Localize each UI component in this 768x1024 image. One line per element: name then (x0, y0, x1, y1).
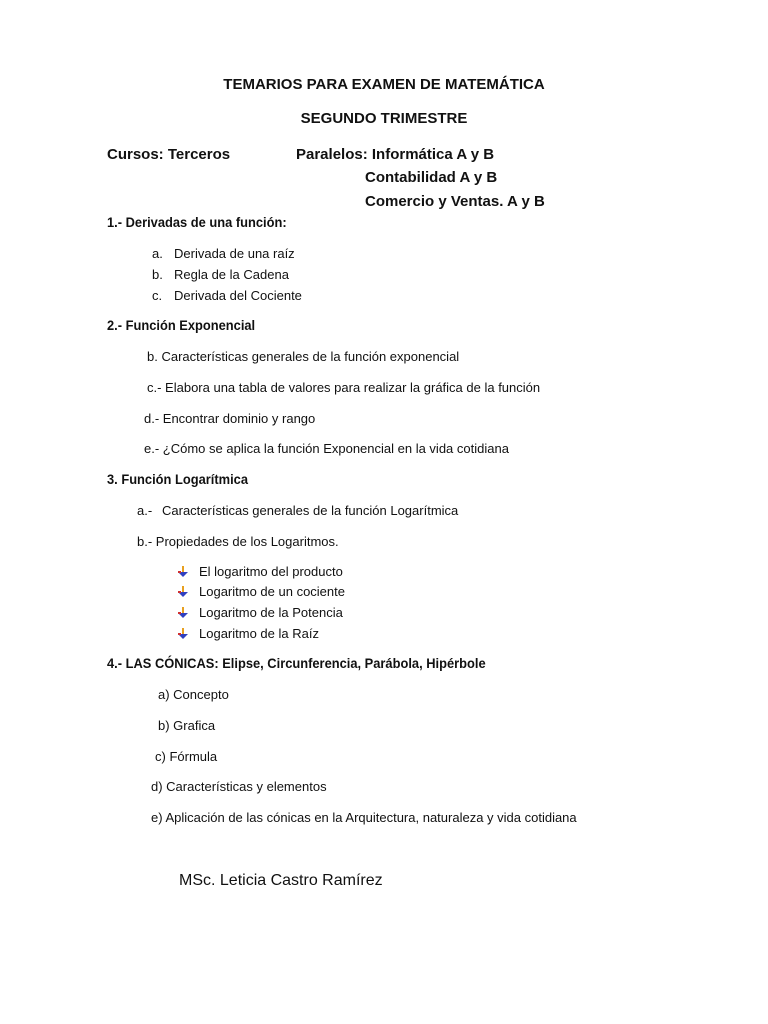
document-title: TEMARIOS PARA EXAMEN DE MATEMÁTICA (223, 76, 545, 93)
parallels-line-2: Contabilidad A y B (365, 169, 498, 186)
list-item: Derivada de una raíz (174, 246, 295, 261)
bullet-item: Logaritmo de la Raíz (199, 626, 319, 641)
arrow-bullet-icon (177, 607, 189, 619)
section-1-title: 1.- Derivadas de una función: (107, 214, 287, 230)
arrow-bullet-icon (177, 566, 189, 578)
bullet-item: Logaritmo de la Potencia (199, 605, 343, 620)
bullet-item: El logaritmo del producto (199, 564, 343, 579)
list-item: c.- Elabora una tabla de valores para realizar la gráfica de la función (147, 380, 541, 395)
list-item: b.- Propiedades de los Logaritmos. (137, 534, 339, 549)
section-2-title: 2.- Función Exponencial (107, 317, 256, 333)
list-item: b. Características generales de la función exponencial (147, 349, 460, 364)
courses-label: Cursos: Terceros (107, 146, 231, 163)
list-item-marker: a. (152, 246, 163, 261)
list-item: e) Aplicación de las cónicas en la Arquitectura, naturaleza y vida cotidiana (151, 810, 577, 825)
list-item: d) Características y elementos (151, 779, 327, 794)
section-3-title: 3. Función Logarítmica (107, 471, 248, 487)
bullet-item: Logaritmo de un cociente (199, 584, 345, 599)
parallels-label: Paralelos: Informática A y B (296, 146, 495, 163)
section-4-title: 4.- LAS CÓNICAS: Elipse, Circunferencia, Parábola, Hipérbole (107, 655, 486, 671)
list-item: e.- ¿Cómo se aplica la función Exponencial en la vida cotidiana (144, 441, 509, 456)
list-item: Regla de la Cadena (174, 267, 289, 282)
list-item-marker: a.- (137, 503, 153, 518)
list-item-marker: c. (152, 288, 163, 303)
list-item-marker: b. (152, 267, 163, 282)
list-item: Características generales de la función Logarítmica (162, 503, 459, 518)
parallels-line-3: Comercio y Ventas. A y B (365, 193, 545, 210)
arrow-bullet-icon (177, 628, 189, 640)
signature: MSc. Leticia Castro Ramírez (179, 872, 383, 889)
list-item: Derivada del Cociente (174, 288, 302, 303)
list-item: c) Fórmula (155, 749, 218, 764)
list-item: d.- Encontrar dominio y rango (144, 411, 316, 426)
arrow-bullet-icon (177, 586, 189, 598)
document-subtitle: SEGUNDO TRIMESTRE (300, 110, 468, 127)
list-item: a) Concepto (158, 687, 229, 702)
list-item: b) Grafica (158, 718, 216, 733)
